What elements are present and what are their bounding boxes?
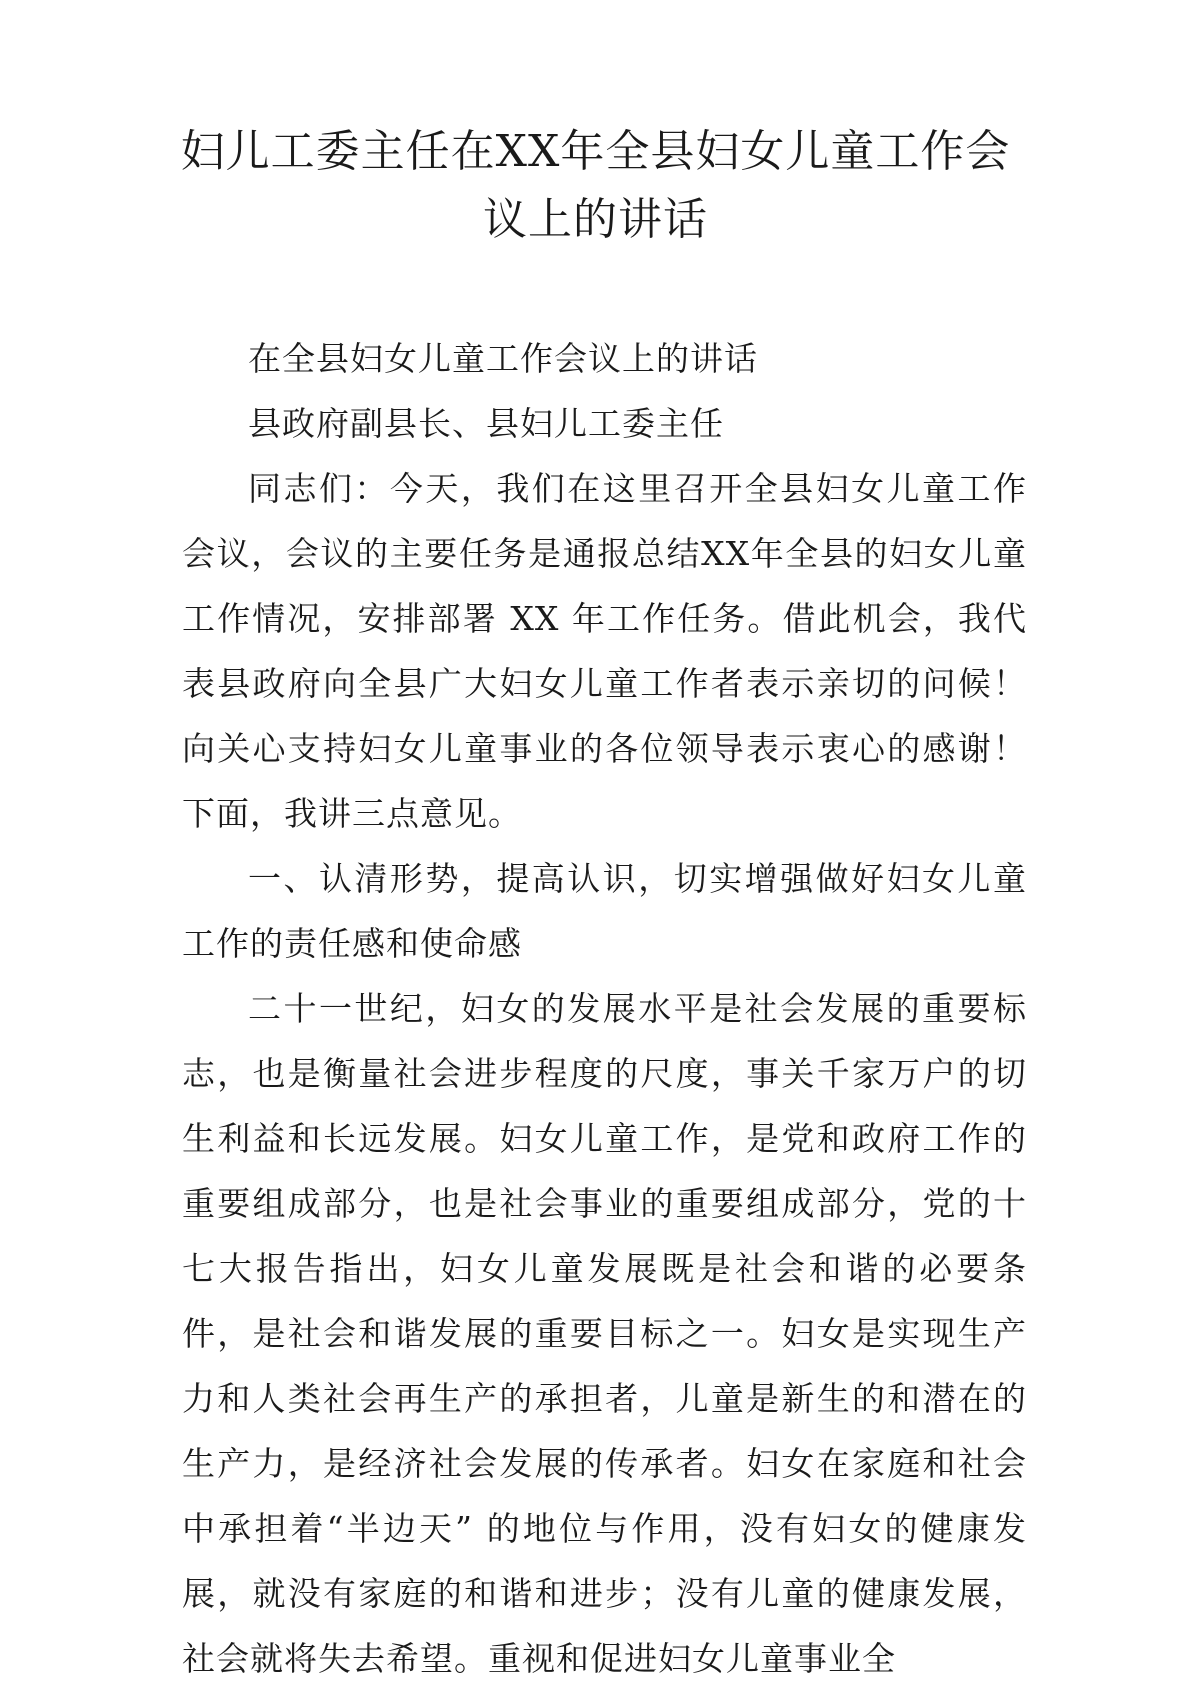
title-line-2: 议上的讲话 [483, 194, 708, 245]
speech-heading: 在全县妇女儿童工作会议上的讲话 [248, 339, 758, 378]
document-body [182, 326, 1027, 1691]
body-paragraph: 同志们：今天，我们在这里召开全县妇女儿童工作会议，会议的主要任务是通报总结XX年全县的妇女儿童工作情况，安排部署 XX 年工作任务。借此机会，我代表县政府向全县广大妇女儿童工作者表示亲切的问候！向关心支持妇女儿童事业的各位领导表示衷心的感谢！下面，我讲三点意见。 [182, 469, 1027, 833]
title-line-1: 妇儿工委主任在XX年全县妇女儿童工作会 [180, 126, 1011, 177]
section-heading: 一、认清形势，提高认识，切实增强做好妇女儿童工作的责任感和使命感 [182, 859, 1027, 963]
document-title [140, 118, 1051, 254]
body-paragraph: 二十一世纪，妇女的发展水平是社会发展的重要标志，也是衡量社会进步程度的尺度，事关千家万户的切生利益和长远发展。妇女儿童工作，是党和政府工作的重要组成部分，也是社会事业的重要组成部分，党的十七大报告指出，妇女儿童发展既是社会和谐的必要条件，是社会和谐发展的重要目标之一。妇女是实现生产力和人类社会再生产的承担者，儿童是新生的和潜在的生产力，是经济社会发展的传承者。妇女在家庭和社会中承担着“半边天” 的地位与作用，没有妇女的健康发展，就没有家庭的和谐和进步；没有儿童的健康发展，社会就将失去希望。重视和促进妇女儿童事业全 [182, 989, 1027, 1678]
speaker-line: 县政府副县长、县妇儿工委主任 [248, 404, 724, 443]
